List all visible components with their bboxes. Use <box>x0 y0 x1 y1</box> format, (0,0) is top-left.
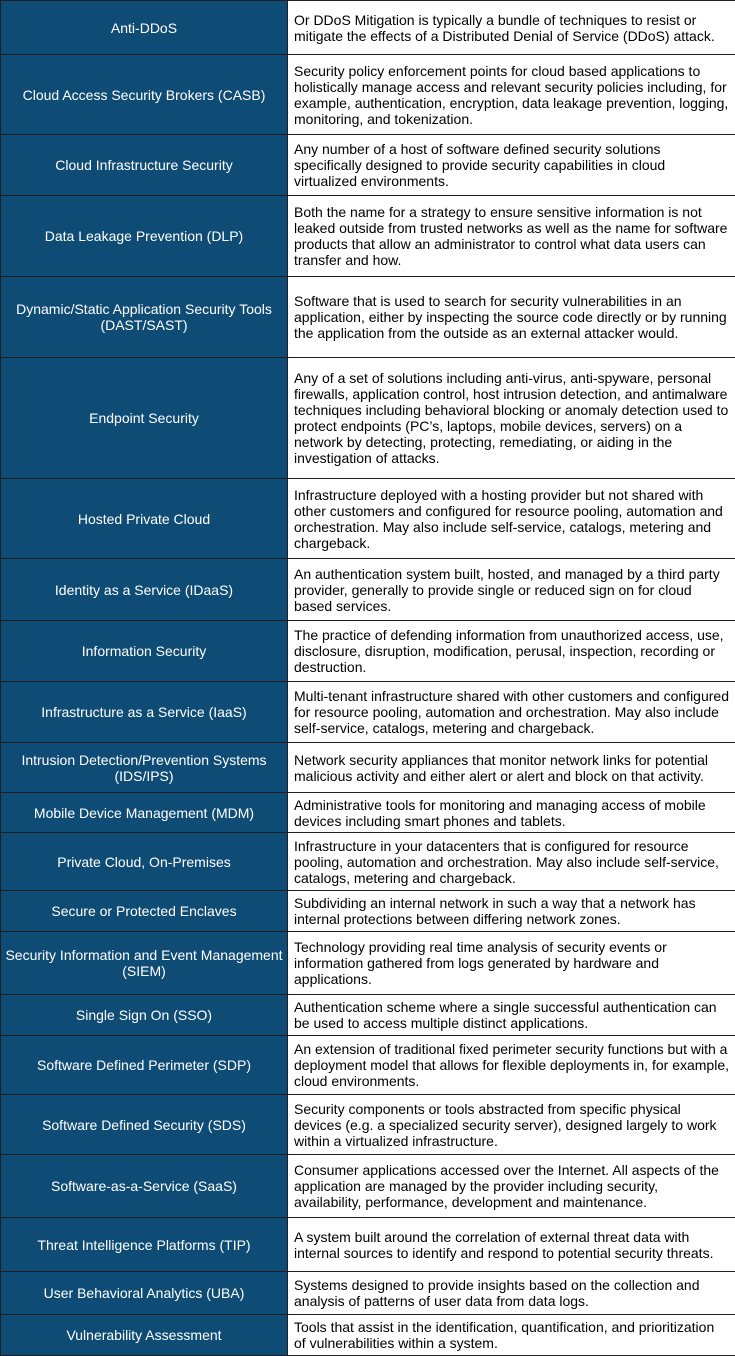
table-row <box>1 891 735 932</box>
definition-cell: Infrastructure deployed with a hosting provider but not shared with other customers and configured for resource pooling, automation and orchestration. May also include self-service, catalogs, metering and chargeback. <box>288 479 735 559</box>
term-cell: Mobile Device Management (MDM) <box>1 793 288 833</box>
table-row <box>1 277 735 358</box>
glossary-body <box>1 1 735 1356</box>
definition-cell: Both the name for a strategy to ensure sensitive information is not leaked outside from trusted networks as well as the name for software products that allow an administrator to control what data users can transfer and how. <box>288 196 735 277</box>
table-row <box>1 1036 735 1095</box>
term-cell: Infrastructure as a Service (IaaS) <box>1 682 288 743</box>
table-row <box>1 793 735 833</box>
definition-cell: Multi-tenant infrastructure shared with other customers and configured for resource pooling, automation and orchestration. May also include self-service, catalogs, metering and chargeback. <box>288 682 735 743</box>
definition-cell: A system built around the correlation of external threat data with internal sources to identify and respond to potential security threats. <box>288 1218 735 1272</box>
term-cell: Information Security <box>1 621 288 682</box>
definition-cell: Security components or tools abstracted from specific physical devices (e.g. a specialized security server), designed largely to work within a virtualized infrastructure. <box>288 1095 735 1155</box>
table-row <box>1 1272 735 1315</box>
table-row <box>1 1155 735 1218</box>
table-row <box>1 559 735 621</box>
table-row <box>1 1095 735 1155</box>
term-cell: Endpoint Security <box>1 358 288 479</box>
term-cell: Vulnerability Assessment <box>1 1315 288 1356</box>
definition-cell: Any number of a host of software defined security solutions specifically designed to provide security capabilities in cloud virtualized environments. <box>288 135 735 196</box>
definition-cell: The practice of defending information from unauthorized access, use, disclosure, disruption, modification, perusal, inspection, recording or destruction. <box>288 621 735 682</box>
definition-cell: An extension of traditional fixed perimeter security functions but with a deployment model that allows for flexible deployments in, for example, cloud environments. <box>288 1036 735 1095</box>
term-cell: Security Information and Event Management (SIEM) <box>1 932 288 995</box>
definition-cell: Network security appliances that monitor network links for potential malicious activity and either alert or alert and block on that activity. <box>288 743 735 793</box>
definition-cell: Or DDoS Mitigation is typically a bundle of techniques to resist or mitigate the effects of a Distributed Denial of Service (DDoS) attack. <box>288 1 735 55</box>
definition-cell: Consumer applications accessed over the Internet. All aspects of the application are managed by the provider including security, availability, performance, development and maintenance. <box>288 1155 735 1218</box>
table-row <box>1 358 735 479</box>
definition-cell: Technology providing real time analysis of security events or information gathered from logs generated by hardware and applications. <box>288 932 735 995</box>
term-cell: Identity as a Service (IDaaS) <box>1 559 288 621</box>
term-cell: Software Defined Perimeter (SDP) <box>1 1036 288 1095</box>
table-row <box>1 196 735 277</box>
term-cell: Software Defined Security (SDS) <box>1 1095 288 1155</box>
table-row <box>1 682 735 743</box>
table-row <box>1 1218 735 1272</box>
table-row <box>1 743 735 793</box>
definition-cell: Security policy enforcement points for cloud based applications to holistically manage access and relevant security policies including, for example, authentication, encryption, data leakage prevention, logging, monitoring, and tokenization. <box>288 55 735 135</box>
term-cell: Threat Intelligence Platforms (TIP) <box>1 1218 288 1272</box>
definition-cell: Any of a set of solutions including anti-virus, anti-spyware, personal firewalls, application control, host intrusion detection, and antimalware techniques including behavioral blocking or anomaly detection used to protect endpoints (PC’s, laptops, mobile devices, servers) on a network by detecting, protecting, remediating, or aiding in the investigation of attacks. <box>288 358 735 479</box>
definition-cell: Systems designed to provide insights based on the collection and analysis of patterns of user data from data logs. <box>288 1272 735 1315</box>
definition-cell: Administrative tools for monitoring and managing access of mobile devices including smart phones and tablets. <box>288 793 735 833</box>
table-row <box>1 932 735 995</box>
term-cell: Dynamic/Static Application Security Tools (DAST/SAST) <box>1 277 288 358</box>
term-cell: Anti-DDoS <box>1 1 288 55</box>
term-cell: Software-as-a-Service (SaaS) <box>1 1155 288 1218</box>
definition-cell: Infrastructure in your datacenters that is configured for resource pooling, automation and orchestration. May also include self-service, catalogs, metering and chargeback. <box>288 833 735 891</box>
term-cell: Private Cloud, On-Premises <box>1 833 288 891</box>
table-row <box>1 479 735 559</box>
term-cell: Hosted Private Cloud <box>1 479 288 559</box>
term-cell: Cloud Access Security Brokers (CASB) <box>1 55 288 135</box>
term-cell: Cloud Infrastructure Security <box>1 135 288 196</box>
definition-cell: Software that is used to search for security vulnerabilities in an application, either by inspecting the source code directly or by running the application from the outside as an external attacker would. <box>288 277 735 358</box>
table-row <box>1 1315 735 1356</box>
definition-cell: Subdividing an internal network in such a way that a network has internal protections between differing network zones. <box>288 891 735 932</box>
term-cell: Data Leakage Prevention (DLP) <box>1 196 288 277</box>
table-row <box>1 55 735 135</box>
definition-cell: Tools that assist in the identification, quantification, and prioritization of vulnerabilities within a system. <box>288 1315 735 1356</box>
term-cell: Intrusion Detection/Prevention Systems (IDS/IPS) <box>1 743 288 793</box>
term-cell: Single Sign On (SSO) <box>1 995 288 1036</box>
table-row <box>1 621 735 682</box>
term-cell: User Behavioral Analytics (UBA) <box>1 1272 288 1315</box>
table-row <box>1 1 735 55</box>
term-cell: Secure or Protected Enclaves <box>1 891 288 932</box>
table-row <box>1 135 735 196</box>
table-row <box>1 995 735 1036</box>
definition-cell: Authentication scheme where a single successful authentication can be used to access multiple distinct applications. <box>288 995 735 1036</box>
definition-cell: An authentication system built, hosted, and managed by a third party provider, generally to provide single or reduced sign on for cloud based services. <box>288 559 735 621</box>
table-row <box>1 833 735 891</box>
